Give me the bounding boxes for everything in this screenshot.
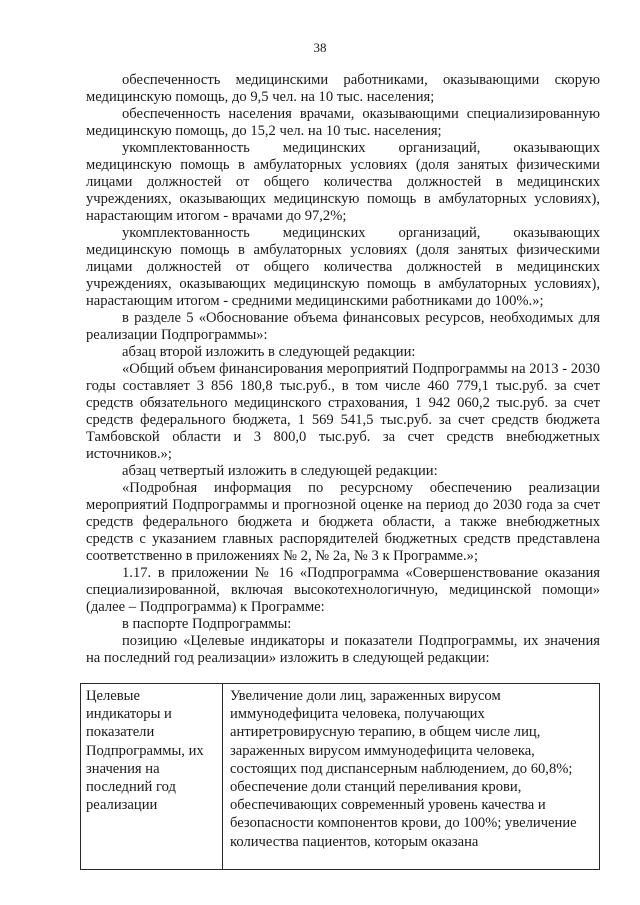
indicators-label-cell: Целевые индикаторы и показатели Подпрограммы, их значения на последний год реализации: [81, 684, 223, 870]
paragraph-section-5: в разделе 5 «Обоснование объема финансовых ресурсов, необходимых для реализации Подпрограммы»:: [86, 310, 600, 343]
indicators-value-cell: Увеличение доли лиц, зараженных вирусом иммунодефицита человека, получающих антиретровирусную терапию, в общем числе лиц, зараженных вирусом иммунодефицита человека, состоящих под диспансерным наблюдением, до 60,8%; обеспечение доли станций переливания крови, обеспечивающих современный уровень качества и безопасности компонентов крови, до 100%; увеличение количества пациентов, которым оказана: [223, 684, 600, 870]
indicators-table: [80, 683, 600, 870]
paragraph-staffing-nurses: укомплектованность медицинских организаций, оказывающих медицинскую помощь в амбулаторных условиях (доля занятых физическими лицами должностей от общего количества должностей в медицинских учреждениях, оказывающих медицинскую помощь в амбулаторных условиях), нарастающим итогом - средними медицинскими работниками до 100%.»;: [86, 225, 600, 309]
paragraph-position-indicators: позицию «Целевые индикаторы и показатели Подпрограммы, их значения на последний год реализации» изложить в следующей редакции:: [86, 633, 600, 666]
paragraph-specialized-doctors: обеспеченность населения врачами, оказывающими специализированную медицинскую помощь, до 15,2 чел. на 10 тыс. населения;: [86, 106, 600, 139]
paragraph-appendix-16: 1.17. в приложении № 16 «Подпрограмма «Совершенствование оказания специализированной, включая высокотехнологичную, медицинской помощи» (далее – Подпрограмма) к Программе:: [86, 565, 600, 615]
paragraph-ambulance-staffing: обеспеченность медицинскими работниками, оказывающими скорую медицинскую помощь, до 9,5 чел. на 10 тыс. населения;: [86, 72, 600, 105]
paragraph-fourth-clause: абзац четвертый изложить в следующей редакции:: [122, 463, 438, 479]
page-number: 38: [313, 40, 327, 55]
paragraph-total-funding: «Общий объем финансирования мероприятий Подпрограммы на 2013 - 2030 годы составляет 3 856 180,8 тыс.руб., в том числе 460 779,1 тыс.руб. за счет средств обязательного медицинского страхования, 1 942 060,2 тыс.руб. за счет средств федерального бюджета, 1 569 541,5 тыс.руб. за счет средств бюджета Тамбовской области и 3 800,0 тыс.руб. за счет средств внебюджетных источников.»;: [86, 361, 600, 462]
table-row: [81, 684, 600, 870]
paragraph-staffing-doctors: укомплектованность медицинских организаций, оказывающих медицинскую помощь в амбулаторных условиях (доля занятых физическими лицами должностей от общего количества должностей в медицинских учреждениях, оказывающих медицинскую помощь в амбулаторных условиях), нарастающим итогом - врачами до 97,2%;: [86, 140, 600, 224]
paragraph-resource-info: «Подробная информация по ресурсному обеспечению реализации мероприятий Подпрограммы и прогнозной оценке на период до 2030 года за счет средств федерального бюджета и бюджета области, а также внебюджетных средств с указанием главных распорядителей бюджетных средств представлена соответственно в приложениях № 2, № 2а, № 3 к Программе.»;: [86, 480, 600, 564]
paragraph-second-clause: абзац второй изложить в следующей редакции:: [122, 344, 416, 360]
paragraph-passport: в паспорте Подпрограммы:: [122, 616, 292, 632]
document-body: [86, 72, 600, 667]
